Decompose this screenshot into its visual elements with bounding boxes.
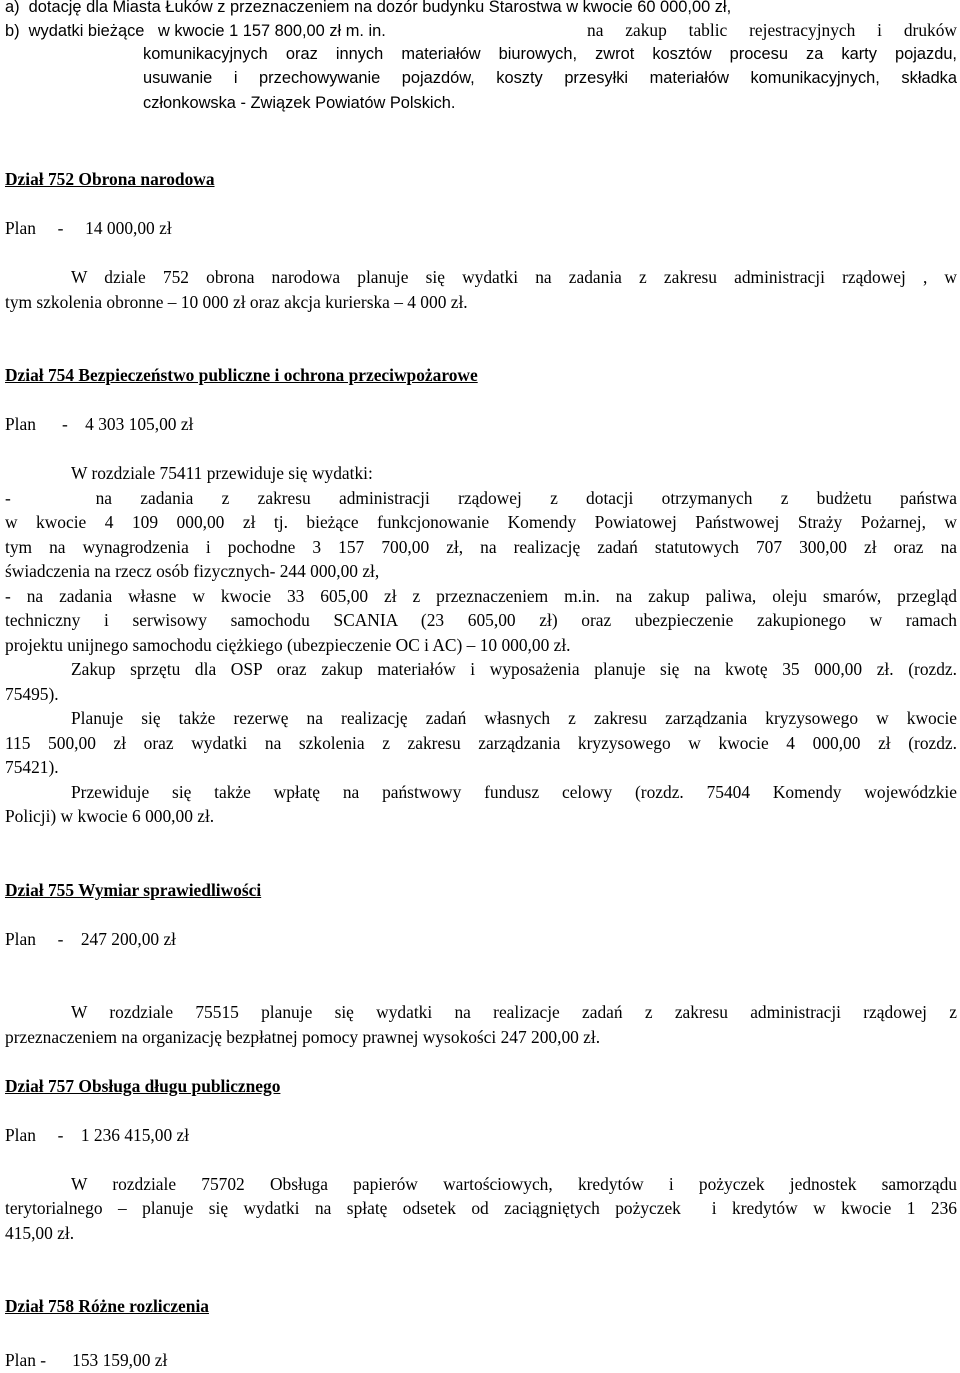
section-755-heading: Dział 755 Wymiar sprawiedliwości — [5, 880, 262, 900]
list-item-b-line3: usuwanie i przechowywanie pojazdów, koszty przesyłki materiałów komunikacyjnych, składka — [143, 69, 957, 87]
section-758-plan: Plan - 153 159,00 zł — [5, 1350, 168, 1370]
section-754-line: Policji) w kwocie 6 000,00 zł. — [5, 806, 215, 826]
section-754-line: 75421). — [5, 757, 59, 777]
section-757-heading: Dział 757 Obsługa długu publicznego — [5, 1076, 281, 1096]
section-757-plan: Plan - 1 236 415,00 zł — [5, 1125, 190, 1145]
section-752-heading: Dział 752 Obrona narodowa — [5, 169, 215, 189]
section-754-plan: Plan - 4 303 105,00 zł — [5, 414, 194, 434]
list-item-b-rest: na zakup tablic rejestracyjnych i druków — [587, 20, 957, 40]
section-755-text-line2: przeznaczeniem na organizację bezpłatnej pomocy prawnej wysokości 247 200,00 zł. — [5, 1027, 601, 1047]
section-754-line: Przewiduje się także wpłatę na państwowy fundusz celowy (rozdz. 75404 Komendy wojewódzkie — [71, 782, 957, 802]
list-item-a: a) dotację dla Miasta Łuków z przeznaczeniem na dozór budynku Starostwa w kwocie 60 000,00 zł, — [5, 0, 732, 16]
list-item-b-line4: członkowska - Związek Powiatów Polskich. — [143, 94, 456, 112]
section-754-line: - na zadania własne w kwocie 33 605,00 zł z przeznaczeniem m.in. na zakup paliwa, oleju smarów, przegląd — [5, 586, 957, 606]
list-item-b — [5, 22, 386, 39]
section-754-line: W rozdziale 75411 przewiduje się wydatki: — [71, 463, 373, 483]
section-754-heading: Dział 754 Bezpieczeństwo publiczne i ochrona przeciwpożarowe — [5, 365, 478, 385]
section-757-text-line2: terytorialnego – planuje się wydatki na spłatę odsetek od zaciągniętych pożyczek i kredytów w kwocie 1 236 — [5, 1198, 957, 1218]
section-752-plan: Plan - 14 000,00 zł — [5, 218, 172, 238]
section-752-text-line2: tym szkolenia obronne – 10 000 zł oraz akcja kurierska – 4 000 zł. — [5, 292, 468, 312]
section-754-line: 75495). — [5, 684, 59, 704]
section-752-text-line1: W dziale 752 obrona narodowa planuje się wydatki na zadania z zakresu administracji rządowej , w — [71, 267, 957, 287]
section-754-line: 115 500,00 zł oraz wydatki na szkolenia z zakresu zarządzania kryzysowego w kwocie 4 000,00 zł (rozdz. — [5, 733, 957, 753]
section-754-line: świadczenia na rzecz osób fizycznych- 244 000,00 zł, — [5, 561, 380, 581]
list-item-b-line2: komunikacyjnych oraz innych materiałów biurowych, zwrot kosztów procesu za karty pojazdu, — [143, 45, 957, 63]
section-754-line: projektu unijnego samochodu ciężkiego (ubezpieczenie OC i AC) – 10 000,00 zł. — [5, 635, 571, 655]
section-755-plan: Plan - 247 200,00 zł — [5, 929, 176, 949]
list-item-b-prefix: b) wydatki bieżące w kwocie 1 157 800,00 zł m. in. — [5, 22, 386, 40]
section-757-text-line3: 415,00 zł. — [5, 1223, 75, 1243]
section-757-text-line1: W rozdziale 75702 Obsługa papierów wartościowych, kredytów i pożyczek jednostek samorządu — [71, 1174, 957, 1194]
section-754-line: tym na wynagrodzenia i pochodne 3 157 700,00 zł, na realizację zadań statutowych 707 300,00 zł oraz na — [5, 537, 957, 557]
section-754-line: w kwocie 4 109 000,00 zł tj. bieżące funkcjonowanie Komendy Powiatowej Państwowej Straży Pożarnej, w — [5, 512, 957, 532]
section-758-heading: Dział 758 Różne rozliczenia — [5, 1296, 209, 1316]
section-754-line: - na zadania z zakresu administracji rządowej z dotacji otrzymanych z budżetu państwa — [5, 488, 957, 508]
section-754-line: techniczny i serwisowy samochodu SCANIA (23 605,00 zł) oraz ubezpieczenie zakupionego w ramach — [5, 610, 957, 630]
section-754-line: Planuje się także rezerwę na realizację zadań własnych z zakresu zarządzania kryzysowego w kwocie — [71, 708, 957, 728]
section-755-text-line1: W rozdziale 75515 planuje się wydatki na realizacje zadań z zakresu administracji rządowej z — [71, 1002, 957, 1022]
section-754-line: Zakup sprzętu dla OSP oraz zakup materiałów i wyposażenia planuje się na kwotę 35 000,00 zł. (rozdz. — [71, 659, 957, 679]
